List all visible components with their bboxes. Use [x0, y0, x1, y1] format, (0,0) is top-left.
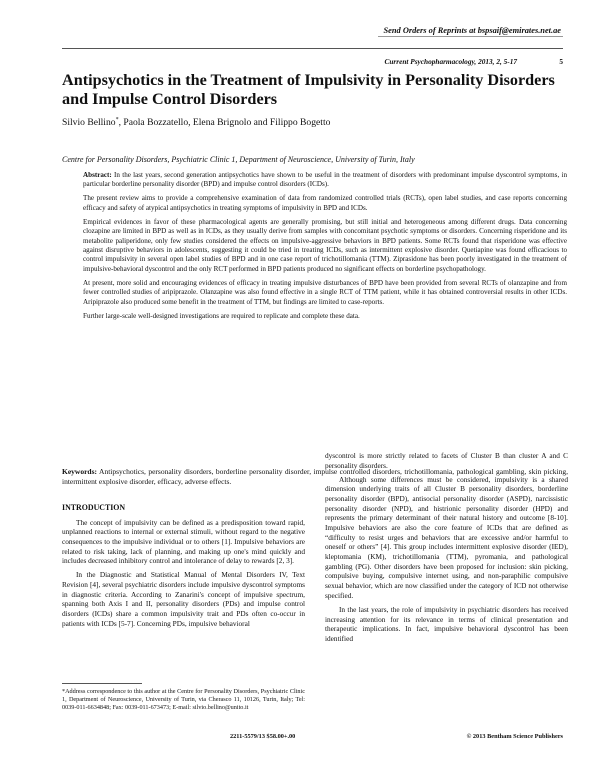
- intro-paragraph-3: Although some differences must be considered, impulsivity is a shared dimension underlying traits of all Cluster B personality disorders, borderline personality disorder (BPD), antisocial personality disorder (ASPD), narcissistic personality disorder (NPD), and histrionic personality disorder (HPD) and represents the primary determinant of their natural history and outcome [8-10]. Impulsive behaviors are also the core feature of ICDs that are defined as “difficulty to resist urges and behaviors that are excessive and/or harmful to oneself or others” [4]. This group includes intermittent explosive disorder (IED), kleptomania (KM), trichotillomania (TTM), pyromania, and pathological gambling (PG). Other disorders have been proposed for inclusion: skin picking, compulsive buying, compulsive internet using, and non-paraphilic compulsive sexual behavior, which are now classified under the category of ICD not otherwise specified.: [325, 474, 568, 600]
- correspondence-footnote: *Address correspondence to this author at the Centre for Personality Disorders, Psychiatric Clinic 1, Department of Neuroscience, University of Turin, via Cherasco 11, 10126, Turin, Italy; Tel: 0039-011-6634848; Fax: 0039-011-673473; E-mail: silvio.bellino@unito.it: [62, 688, 305, 711]
- author-list: [62, 117, 568, 128]
- section-heading-introduction: INTRODUCTION: [62, 503, 126, 512]
- keywords-text: Antipsychotics, personality disorders, borderline personality disorder, impulse controlled disorders, trichotillomania, pathological gambling, skin picking, intermittent explosive disorder, efficacy, adverse effects.: [62, 467, 568, 486]
- footnote-rule: [62, 683, 142, 684]
- abstract-p3: Empirical evidences in favor of these pharmacological agents are generally promising, but still initial and heterogeneous among different drugs. Data concerning clozapine are limited in BPD as well as in ICDs, as they usually derive from samples with concomitant psychotic symptoms or disorders. Concerning risperidone and its metabolite paliperidone, only few studies considered the effects on impulsive-aggressive behaviors in BPD patients. Some RCTs found that risperidone was effective against disruptive behaviors in adolescents, suggesting it could be tried in treating ICDs, such as intermittent explosive disorder. Quetiapine was found efficacious to control impulsivity in several open label studies of BPD and in one case report of trichotillomania (TTM). Ziprasidone has been poorly investigated in the treatment of impulsive-behavioral dyscontrol and the only RCT performed in BPD patients produced no significant effects on borderline psychopathology.: [83, 217, 567, 273]
- intro-paragraph-2: In the Diagnostic and Statistical Manual of Mental Disorders IV, Text Revision [4], several psychiatric disorders include impulsive dyscontrol symptoms in diagnostic criteria. According to Zanarini's concept of impulsive spectrum, spanning both Axis I and II, personality disorders (PDs) and impulse control disorders (ICDs) share a common impulsivity trait and PDs often co-occur in patients with ICDs [5-7]. Concerning PDs, impulsive behavioral: [62, 570, 305, 628]
- journal-citation: Current Psychopharmacology, 2013, 2, 5-17: [384, 57, 517, 66]
- publisher-copyright: © 2013 Bentham Science Publishers: [466, 733, 563, 740]
- header-rule: [62, 48, 563, 49]
- intro-paragraph-1: The concept of impulsivity can be defined as a predisposition toward rapid, unplanned reactions to internal or external stimuli, without regard to the negative consequences to the impulsive individual or to others [1]. Impulsive behaviors are related to risk taking, lack of planning, and making up one's mind quickly and includes decreased inhibitory control and intolerance of delay to rewards [2, 3].: [62, 517, 305, 566]
- abstract-p1-text: In the last years, second generation antipsychotics have shown to be useful in the treatment of disorders with predominant impulse dyscontrol symptoms, in particular borderline personality disorder (BPD) and impulse control disorders (ICDs).: [83, 171, 567, 189]
- intro-paragraph-4: In the last years, the role of impulsivity in psychiatric disorders has received increasing attention for its relevance in terms of clinical presentation and therapeutic implications. In fact, impulsive behavioral dyscontrol has been identified: [325, 604, 568, 643]
- reprint-notice: Send Orders of Reprints at bspsaif@emirates.net.ae: [378, 26, 564, 37]
- page-number: 5: [559, 57, 563, 66]
- issn-price: 2211-5579/13 $58.00+.00: [230, 733, 296, 740]
- affiliation: Centre for Personality Disorders, Psychiatric Clinic 1, Department of Neuroscience, University of Turin, Italy: [62, 155, 415, 164]
- article-title: Antipsychotics in the Treatment of Impulsivity in Personality Disorders and Impulse Control Disorders: [62, 71, 555, 108]
- abstract-p2: The present review aims to provide a comprehensive examination of data from randomized controlled trials (RCTs), open label studies, and case reports concerning efficacy and safety of atypical antipsychotics in treating symptoms of impulsivity in BPD and ICDs.: [83, 194, 567, 212]
- coauthors: , Paola Bozzatello, Elena Brignolo and Filippo Bogetto: [118, 117, 331, 129]
- abstract: [83, 171, 567, 326]
- left-column: [62, 503, 305, 633]
- keywords-label: Keywords:: [62, 467, 97, 476]
- corresponding-mark: *: [115, 117, 119, 123]
- corresponding-author: Silvio Bellino: [62, 117, 116, 129]
- right-column: [325, 451, 568, 648]
- intro-paragraph-continued: dyscontrol is more strictly related to facets of Cluster B than cluster A and C personality disorders.: [325, 451, 568, 470]
- abstract-p5: Further large-scale well-designed investigations are required to replicate and complete these data.: [83, 311, 360, 320]
- abstract-p1: [83, 171, 567, 190]
- abstract-p4: At present, more solid and encouraging evidences of efficacy in treating impulsive disturbances of BPD have been provided from several RCTs of olanzapine and from fewer controlled studies of aripiprazole. Olanzapine was also found effective in a single RCT of TTM patient, while it has obtained controversial results in other ICDs. Aripiprazole also produced some benefit in the treatment of TTM, but findings are limited to case-reports.: [83, 278, 567, 306]
- abstract-label: Abstract:: [83, 171, 112, 179]
